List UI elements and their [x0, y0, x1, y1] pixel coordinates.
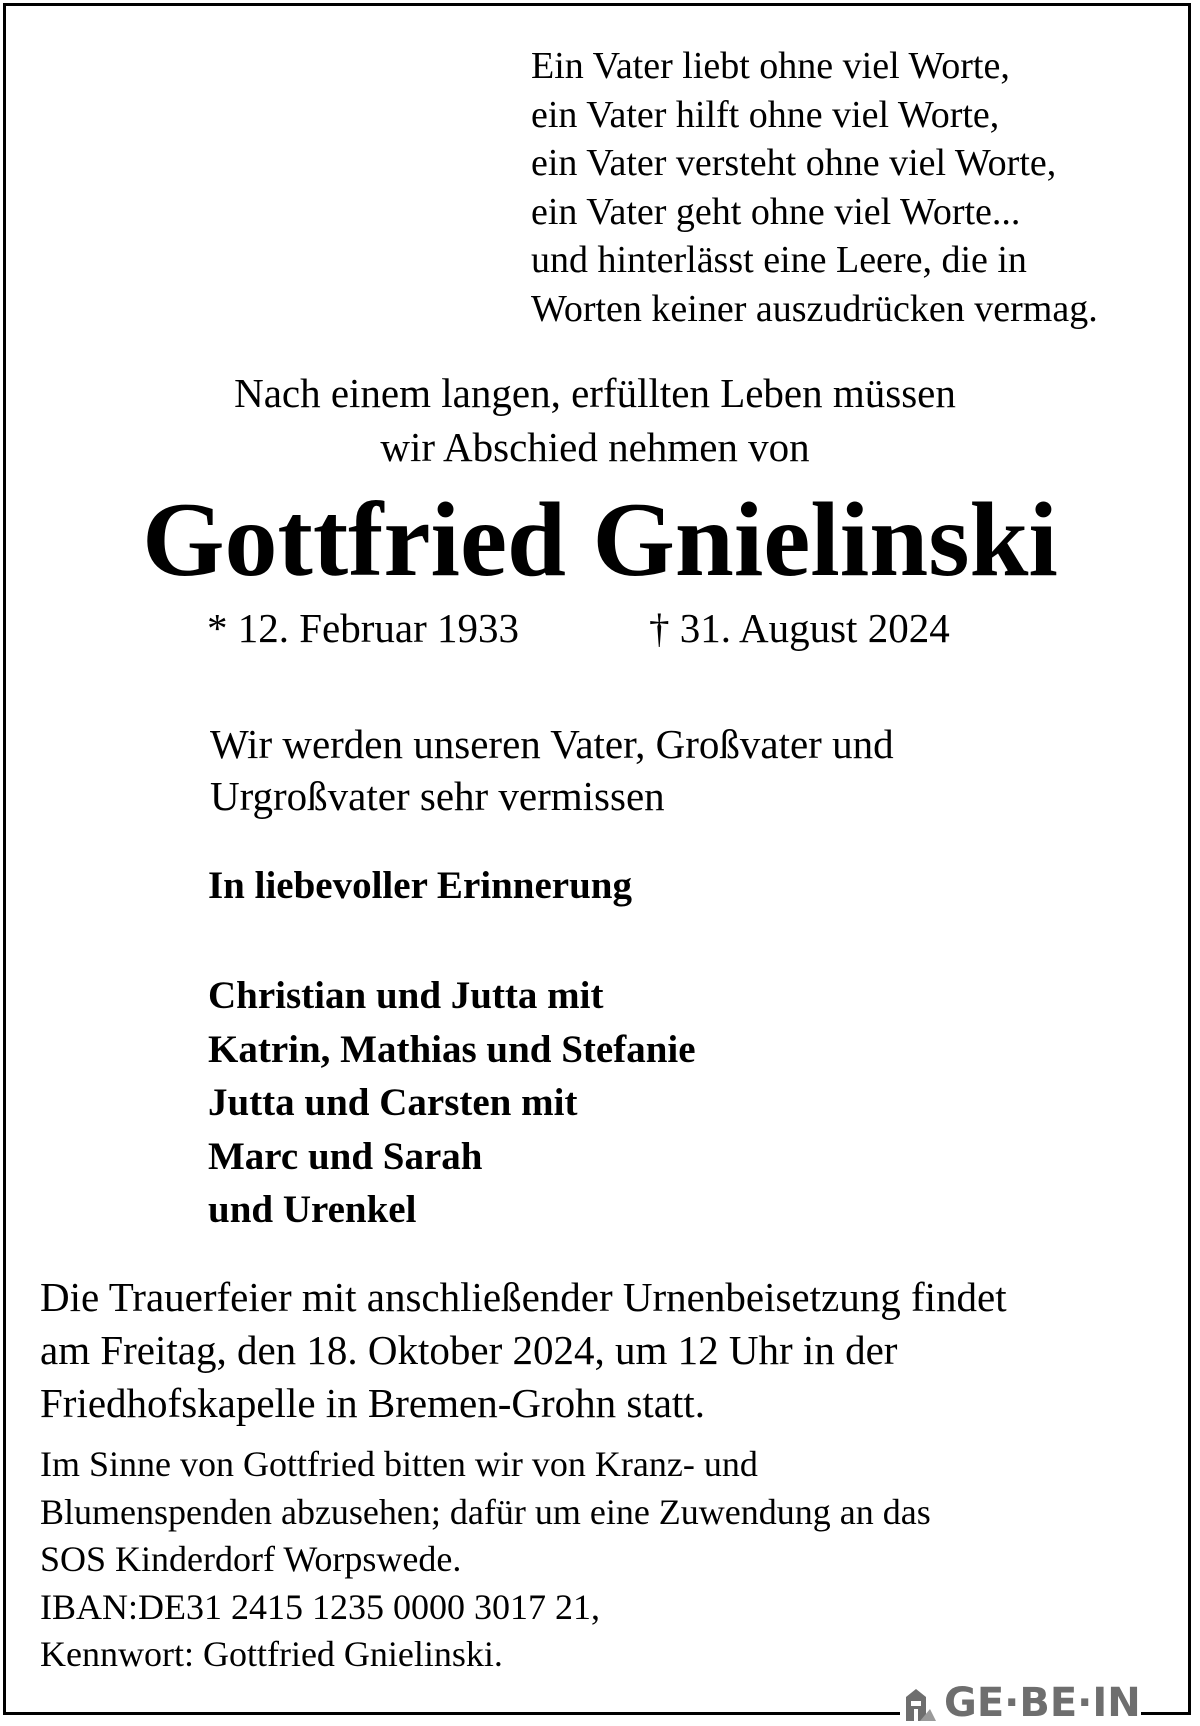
missing-line: Wir werden unseren Vater, Großvater und: [210, 721, 894, 767]
family-line: Katrin, Mathias und Stefanie: [208, 1027, 696, 1071]
funeral-details: [40, 1271, 1007, 1430]
donation-line: SOS Kinderdorf Worpswede.: [40, 1539, 462, 1579]
donation-line: IBAN:DE31 2415 1235 0000 3017 21,: [40, 1586, 600, 1627]
poem-line: ein Vater versteht ohne viel Worte,: [531, 142, 1057, 184]
donation-request: [40, 1441, 931, 1679]
family-line: Marc und Sarah: [208, 1134, 483, 1178]
donation-line: Kennwort: Gottfried Gnielinski.: [40, 1634, 503, 1674]
missing-statement: [210, 718, 894, 822]
deceased-name: Gottfried Gnielinski: [142, 481, 1058, 598]
memory-heading: In liebevoller Erinnerung: [208, 864, 632, 907]
gebein-logo-text: GE·BE·IN: [944, 1680, 1141, 1726]
family-line: Christian und Jutta mit: [208, 974, 604, 1017]
birth-date: * 12. Februar 1933: [207, 605, 520, 651]
intro-line: Nach einem langen, erfüllten Leben müssen: [234, 370, 956, 416]
family-line: und Urenkel: [208, 1188, 417, 1231]
life-dates: [207, 603, 950, 653]
poem-line: ein Vater hilft ohne viel Worte,: [531, 93, 1000, 136]
poem-line: Ein Vater liebt ohne viel Worte,: [531, 45, 1010, 87]
poem-line: ein Vater geht ohne viel Worte...: [531, 190, 1021, 233]
poem-line: und hinterlässt eine Leere, die in: [531, 239, 1027, 281]
poem: [531, 42, 1098, 333]
donation-line: Blumenspenden abzusehen; dafür um eine Zuwendung an das: [40, 1491, 931, 1532]
gebein-logo-icon: [900, 1683, 940, 1723]
funeral-line: Die Trauerfeier mit anschließender Urnenbeisetzung findet: [40, 1274, 1007, 1320]
gebein-logo: [900, 1680, 1141, 1726]
intro-line: wir Abschied nehmen von: [380, 424, 810, 470]
funeral-line: am Freitag, den 18. Oktober 2024, um 12 Uhr in der: [40, 1327, 898, 1373]
poem-line: Worten keiner auszudrücken vermag.: [531, 287, 1098, 330]
family-line: Jutta und Carsten mit: [208, 1081, 578, 1124]
funeral-line: Friedhofskapelle in Bremen-Grohn statt.: [40, 1380, 705, 1426]
missing-line: Urgroßvater sehr vermissen: [210, 773, 665, 819]
donation-line: Im Sinne von Gottfried bitten wir von Kranz- und: [40, 1444, 758, 1484]
family-list: [208, 969, 696, 1237]
death-date: † 31. August 2024: [649, 605, 950, 651]
intro-text: [0, 366, 1190, 474]
